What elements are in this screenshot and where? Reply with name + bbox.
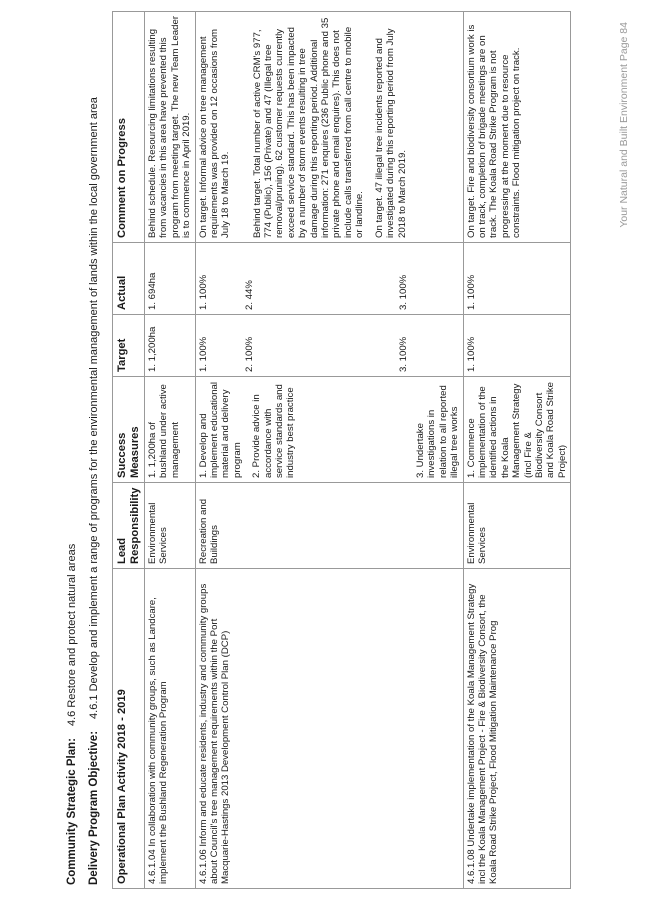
table-row bbox=[195, 12, 463, 889]
measure-cell: 1. 1,200ha of bushland under active management bbox=[145, 377, 196, 483]
actual-cell: 1. 100% bbox=[463, 243, 571, 315]
objective-label: Delivery Program Objective: bbox=[88, 730, 100, 885]
col-header-target: Target bbox=[113, 315, 145, 377]
measure-cell: 1. Commence implementation of the identified actions in the Koala Management Strategy (incl Fire & Biodiversity Consort and Koala Road Strike Project) bbox=[463, 377, 571, 483]
comment-item: On target. 47 illegal tree incidents reported and investigated during this reporting period from July 2018 to March 2019. bbox=[373, 28, 408, 238]
col-header-activity: Operational Plan Activity 2018 - 2019 bbox=[113, 569, 145, 889]
activity-cell: 4.6.1.04 In collaboration with community groups, such as Landcare, implement the Bushland Regeneration Program bbox=[145, 569, 196, 889]
actual-item: 3. 100% bbox=[397, 274, 409, 310]
objective-line bbox=[88, 97, 100, 885]
actual-cell bbox=[195, 243, 463, 315]
comment-cell bbox=[195, 12, 463, 243]
comment-cell: On target. Fire and biodiversity consortium work is on track, completion of brigade meetings are on track. The Koala Road Strike Program is not progressing at the moment due to resource constraints. Flood mitigation project on track. bbox=[463, 12, 571, 243]
target-cell bbox=[195, 315, 463, 377]
activity-cell: 4.6.1.08 Undertake implementation of the Koala Management Strategy incl the Koala Management Project - Fire & Biodiversity Consort, the Koala Road Strike Project, Flood Mitigation Maintenance Prog bbox=[463, 569, 571, 889]
table-row bbox=[463, 12, 571, 889]
lead-cell: Environmental Services bbox=[145, 483, 196, 569]
comment-item: Behind target. Total number of active CRM's 977, 774 (Public), 156 (Private) and 47 (Illegal tree removal/pruning). 62 customer requests currently exceed service standard. This has been impacted by a number of storm events resulting in tree damage during this reporting period. Additional information: 271 enquires (236 Public phone and 35 private phone and email enquires). This does not include calls transferred from call centre to mobile or landline. bbox=[251, 17, 366, 238]
target-item: 2. 100% bbox=[243, 336, 255, 372]
comment-item: On target. Informal advice on tree management requirements was provided on 12 occasions from July 18 to March 19. bbox=[197, 28, 232, 238]
target-item: 1. 100% bbox=[197, 336, 209, 372]
target-cell: 1. 100% bbox=[463, 315, 571, 377]
measure-item: 2. Provide advice in accordance with service standards and industry best practice bbox=[251, 384, 297, 478]
target-cell: 1. 1,200ha bbox=[145, 315, 196, 377]
strategic-plan-label: Community Strategic Plan: bbox=[66, 738, 78, 885]
actual-item: 2. 44% bbox=[243, 280, 255, 310]
col-header-actual: Actual bbox=[113, 243, 145, 315]
page-footer: Your Natural and Built Environment Page 84 bbox=[618, 22, 630, 228]
strategic-plan-line bbox=[66, 544, 78, 885]
table-header-row bbox=[113, 12, 145, 889]
col-header-comment: Comment on Progress bbox=[113, 12, 145, 243]
activity-cell: 4.6.1.06 Inform and educate residents, industry and community groups about Council's tree management requirements within the Port Macquarie-Hastings 2013 Development Control Plan (DCP) bbox=[195, 569, 463, 889]
comment-cell: Behind schedule. Resourcing limitations resulting from vacancies in this area have prevented this program from meeting target. The new Team Leader is to commence in April 2019. bbox=[145, 12, 196, 243]
operational-plan-table bbox=[112, 11, 571, 889]
measure-cell bbox=[195, 377, 463, 483]
actual-item: 1. 100% bbox=[197, 274, 209, 310]
objective-value: 4.6.1 Develop and implement a range of programs for the environmental management of lands within the local government area bbox=[88, 97, 100, 719]
col-header-measures: Success Measures bbox=[113, 377, 145, 483]
lead-cell: Environmental Services bbox=[463, 483, 571, 569]
target-item: 3. 100% bbox=[397, 336, 409, 372]
measure-item: 3. Undertake investigations in relation to all reported illegal tree works bbox=[414, 385, 461, 478]
actual-cell: 1. 694ha bbox=[145, 243, 196, 315]
table-row bbox=[145, 12, 196, 889]
lead-cell: Recreation and Buildings bbox=[195, 483, 463, 569]
strategic-plan-value: 4.6 Restore and protect natural areas bbox=[66, 543, 78, 727]
col-header-lead: Lead Responsibility bbox=[113, 483, 145, 569]
measure-item: 1. Develop and implement educational material and delivery program bbox=[197, 382, 243, 478]
